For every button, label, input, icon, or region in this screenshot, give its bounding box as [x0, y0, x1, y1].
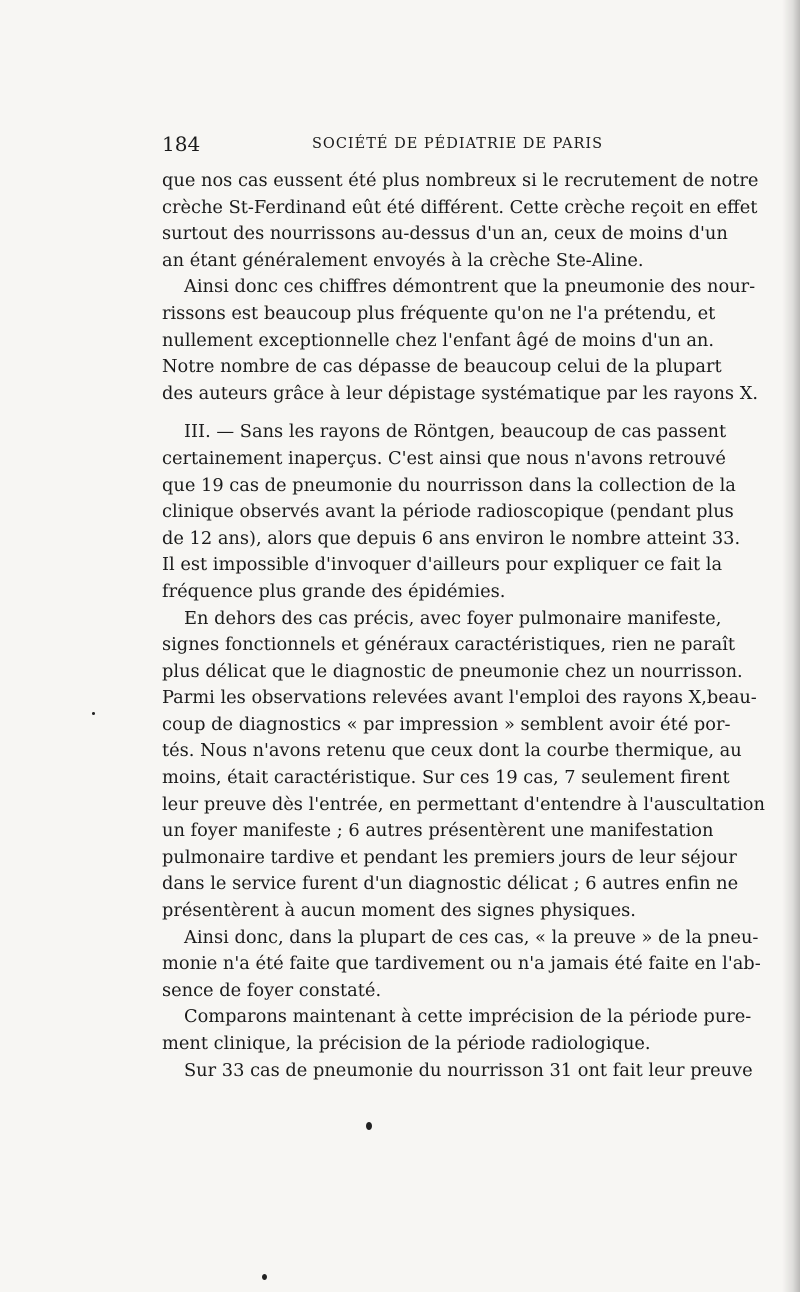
text-line: Comparons maintenant à cette imprécision de la période pure-	[184, 1006, 752, 1028]
text-line: Ainsi donc, dans la plupart de ces cas, « la preuve » de la pneu-	[184, 926, 759, 948]
paragraph-1	[162, 168, 759, 274]
text-line: Sur 33 cas de pneumonie du nourrisson 31 ont fait leur preuve	[184, 1059, 753, 1081]
body-text	[162, 168, 765, 1084]
ink-speck	[366, 1122, 372, 1130]
text-line: ment clinique, la précision de la période radiologique.	[162, 1033, 651, 1054]
section-gap	[162, 407, 710, 419]
text-line: rissons est beaucoup plus fréquente qu'on ne l'a prétendu, et	[162, 302, 716, 324]
text-line: dans le service furent d'un diagnostic délicat ; 6 autres enfin ne	[162, 873, 739, 895]
paragraph-2	[162, 274, 759, 407]
text-line: surtout des nourrissons au-dessus d'un an, ceux de moins d'un	[162, 223, 728, 245]
text-line: pulmonaire tardive et pendant les premiers jours de leur séjour	[162, 846, 737, 868]
text-line: nullement exceptionnelle chez l'enfant âgé de moins d'un an.	[162, 329, 715, 351]
ink-speck	[262, 1274, 267, 1280]
text-line: leur preuve dès l'entrée, en permettant d'entendre à l'auscultation	[162, 793, 765, 815]
text-line: Parmi les observations relevées avant l'emploi des rayons X,beau-	[162, 687, 757, 709]
text-line: sence de foyer constaté.	[162, 979, 382, 1001]
text-line: présentèrent à aucun moment des signes physiques.	[162, 900, 636, 922]
page-number: 184	[162, 132, 201, 156]
text-line: certainement inaperçus. C'est ainsi que nous n'avons retrouvé	[162, 447, 726, 469]
text-line: des auteurs grâce à leur dépistage systématique par les rayons X.	[162, 382, 759, 404]
running-head: SOCIÉTÉ DE PÉDIATRIE DE PARIS	[312, 136, 604, 152]
text-line: monie n'a été faite que tardivement ou n'a jamais été faite en l'ab-	[162, 953, 761, 975]
text-line: tés. Nous n'avons retenu que ceux dont la courbe thermique, au	[162, 740, 742, 762]
text-line: an étant généralement envoyés à la crèche Ste-Aline.	[162, 249, 644, 271]
paragraph-4	[162, 606, 765, 925]
ink-speck	[92, 712, 95, 715]
text-line: Il est impossible d'invoquer d'ailleurs pour expliquer ce fait la	[162, 554, 723, 576]
page-header	[162, 132, 710, 160]
text-line: moins, était caractéristique. Sur ces 19 cas, 7 seulement firent	[162, 767, 730, 789]
text-line: clinique observés avant la période radioscopique (pendant plus	[162, 501, 734, 523]
text-line: Ainsi donc ces chiffres démontrent que la pneumonie des nour-	[184, 276, 756, 298]
text-line: III. — Sans les rayons de Röntgen, beaucoup de cas passent	[184, 421, 727, 443]
text-line: En dehors des cas précis, avec foyer pulmonaire manifeste,	[184, 607, 722, 629]
text-line: que 19 cas de pneumonie du nourrisson dans la collection de la	[162, 474, 736, 496]
paragraph-3	[162, 419, 741, 605]
text-line: coup de diagnostics « par impression » semblent avoir été por-	[162, 713, 731, 735]
text-line: crèche St-Ferdinand eût été différent. Cette crèche reçoit en effet	[162, 196, 758, 218]
paragraph-6	[162, 1004, 752, 1057]
paragraph-7	[162, 1058, 753, 1085]
text-line: plus délicat que le diagnostic de pneumonie chez un nourrisson.	[162, 660, 743, 682]
text-line: signes fonctionnels et généraux caractéristiques, rien ne paraît	[162, 634, 736, 656]
page-edge-shadow	[782, 0, 800, 1292]
text-line: fréquence plus grande des épidémies.	[162, 580, 506, 602]
text-line: un foyer manifeste ; 6 autres présentèrent une manifestation	[162, 820, 714, 842]
paragraph-5	[162, 925, 761, 1005]
text-line: de 12 ans), alors que depuis 6 ans environ le nombre atteint 33.	[162, 527, 741, 549]
text-line: que nos cas eussent été plus nombreux si le recrutement de notre	[162, 170, 759, 191]
text-line: Notre nombre de cas dépasse de beaucoup celui de la plupart	[162, 356, 722, 378]
